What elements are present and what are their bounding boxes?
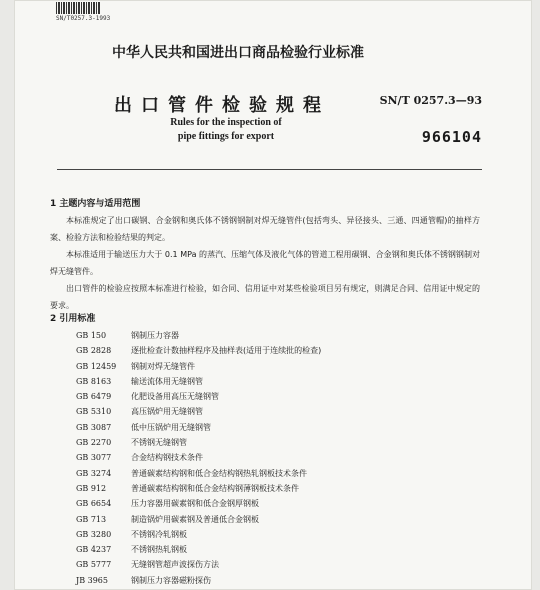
reference-code: GB 6479 — [76, 392, 112, 402]
reference-title: 化肥设备用高压无缝钢管 — [131, 392, 219, 402]
reference-title: 普通碳素结构钢和低合金结构钢薄钢板技术条件 — [131, 483, 299, 493]
reference-code: GB 2828 — [76, 346, 112, 356]
reference-item — [76, 328, 496, 343]
document-page — [14, 0, 532, 590]
reference-code: GB 5310 — [76, 407, 112, 417]
reference-item — [76, 435, 496, 450]
reference-title: 高压锅炉用无缝钢管 — [131, 407, 203, 417]
reference-title: 钢制对焊无缝管件 — [131, 361, 195, 371]
reference-item — [76, 343, 496, 358]
header-divider — [57, 169, 482, 170]
reference-item — [76, 496, 496, 511]
reference-title: 制造锅炉用碳素钢及普通低合金钢板 — [131, 514, 259, 524]
reference-title: 无缝钢管超声波探伤方法 — [131, 560, 219, 570]
reference-title: 不锈钢无缝钢管 — [131, 438, 187, 448]
document-number: 966104 — [421, 128, 482, 146]
reference-item — [76, 450, 496, 465]
reference-item — [76, 481, 496, 496]
paragraph: 本标准适用于输送压力大于 0.1 MPa 的蒸汽、压缩气体及液化气体的管道工程用碳钢、合金钢和奥氏体不锈钢钢制对焊无缝管件。 — [50, 250, 480, 276]
standard-number: SN/T 0257.3—93 — [379, 94, 482, 107]
english-title-line-1: Rules for the inspection of — [170, 117, 282, 128]
reference-item — [76, 527, 496, 542]
reference-title: 输送流体用无缝钢管 — [131, 376, 203, 386]
reference-title: 不锈钢冷轧钢板 — [131, 529, 187, 539]
english-title-line-2: pipe fittings for export — [177, 131, 275, 142]
reference-title: 钢制压力容器 — [131, 331, 179, 340]
reference-code: GB 12459 — [76, 361, 117, 371]
reference-item — [76, 420, 496, 435]
reference-code: GB 2270 — [76, 438, 112, 448]
reference-code: GB 5777 — [76, 560, 112, 570]
reference-item — [76, 466, 496, 481]
paragraph: 出口管件的检验应按照本标准进行检验，如合同、信用证中对某些检验项目另有规定，则满足合同、信用证中规定的要求。 — [50, 284, 480, 310]
reference-item — [76, 374, 496, 389]
document-code-line: SN/T0257.3-1993 — [56, 15, 111, 22]
reference-item — [76, 557, 496, 572]
reference-title: 压力容器用碳素钢和低合金钢厚钢板 — [131, 499, 259, 509]
reference-code: GB 150 — [76, 331, 107, 340]
reference-code: GB 6654 — [76, 499, 112, 509]
reference-item — [76, 542, 496, 557]
reference-code: GB 912 — [76, 483, 107, 493]
paragraph: 本标准规定了出口碳钢、合金钢和奥氏体不锈钢钢制对焊无缝管件(包括弯头、异径接头、三通、四通管帽)的抽样方案、检验方法和检验结果的判定。 — [50, 216, 480, 242]
section-heading: 1 主题内容与适用范围 — [50, 199, 141, 209]
reference-code: GB 713 — [76, 514, 107, 524]
reference-code: GB 3087 — [76, 422, 112, 432]
reference-list — [76, 328, 496, 588]
section-heading: 2 引用标准 — [50, 314, 96, 324]
reference-code: GB 8163 — [76, 376, 112, 386]
reference-item — [76, 404, 496, 419]
reference-title: 合金结构钢技术条件 — [131, 453, 203, 463]
reference-item — [76, 359, 496, 374]
reference-code: GB 3077 — [76, 453, 112, 463]
english-title — [126, 116, 326, 144]
issuing-organization: 中华人民共和国进出口商品检验行业标准 — [112, 45, 364, 61]
document-title: 出口管件检验规程 — [114, 95, 330, 116]
reference-title: 逐批检查计数抽样程序及抽样表(适用于连续批的检查) — [131, 346, 322, 356]
reference-title: 钢制压力容器磁粉探伤 — [131, 575, 211, 585]
reference-title: 不锈钢热轧钢板 — [131, 545, 187, 555]
reference-item — [76, 389, 496, 404]
reference-item — [76, 512, 496, 527]
reference-item — [76, 573, 496, 588]
reference-title: 普通碳素结构钢和低合金结构钢热轧钢板技术条件 — [131, 468, 307, 478]
reference-code: JB 3965 — [76, 575, 108, 585]
reference-code: GB 4237 — [76, 545, 112, 555]
reference-code: GB 3274 — [76, 468, 112, 478]
reference-code: GB 3280 — [76, 529, 112, 539]
barcode-graphic — [56, 2, 100, 14]
reference-title: 低中压锅炉用无缝钢管 — [131, 422, 211, 432]
